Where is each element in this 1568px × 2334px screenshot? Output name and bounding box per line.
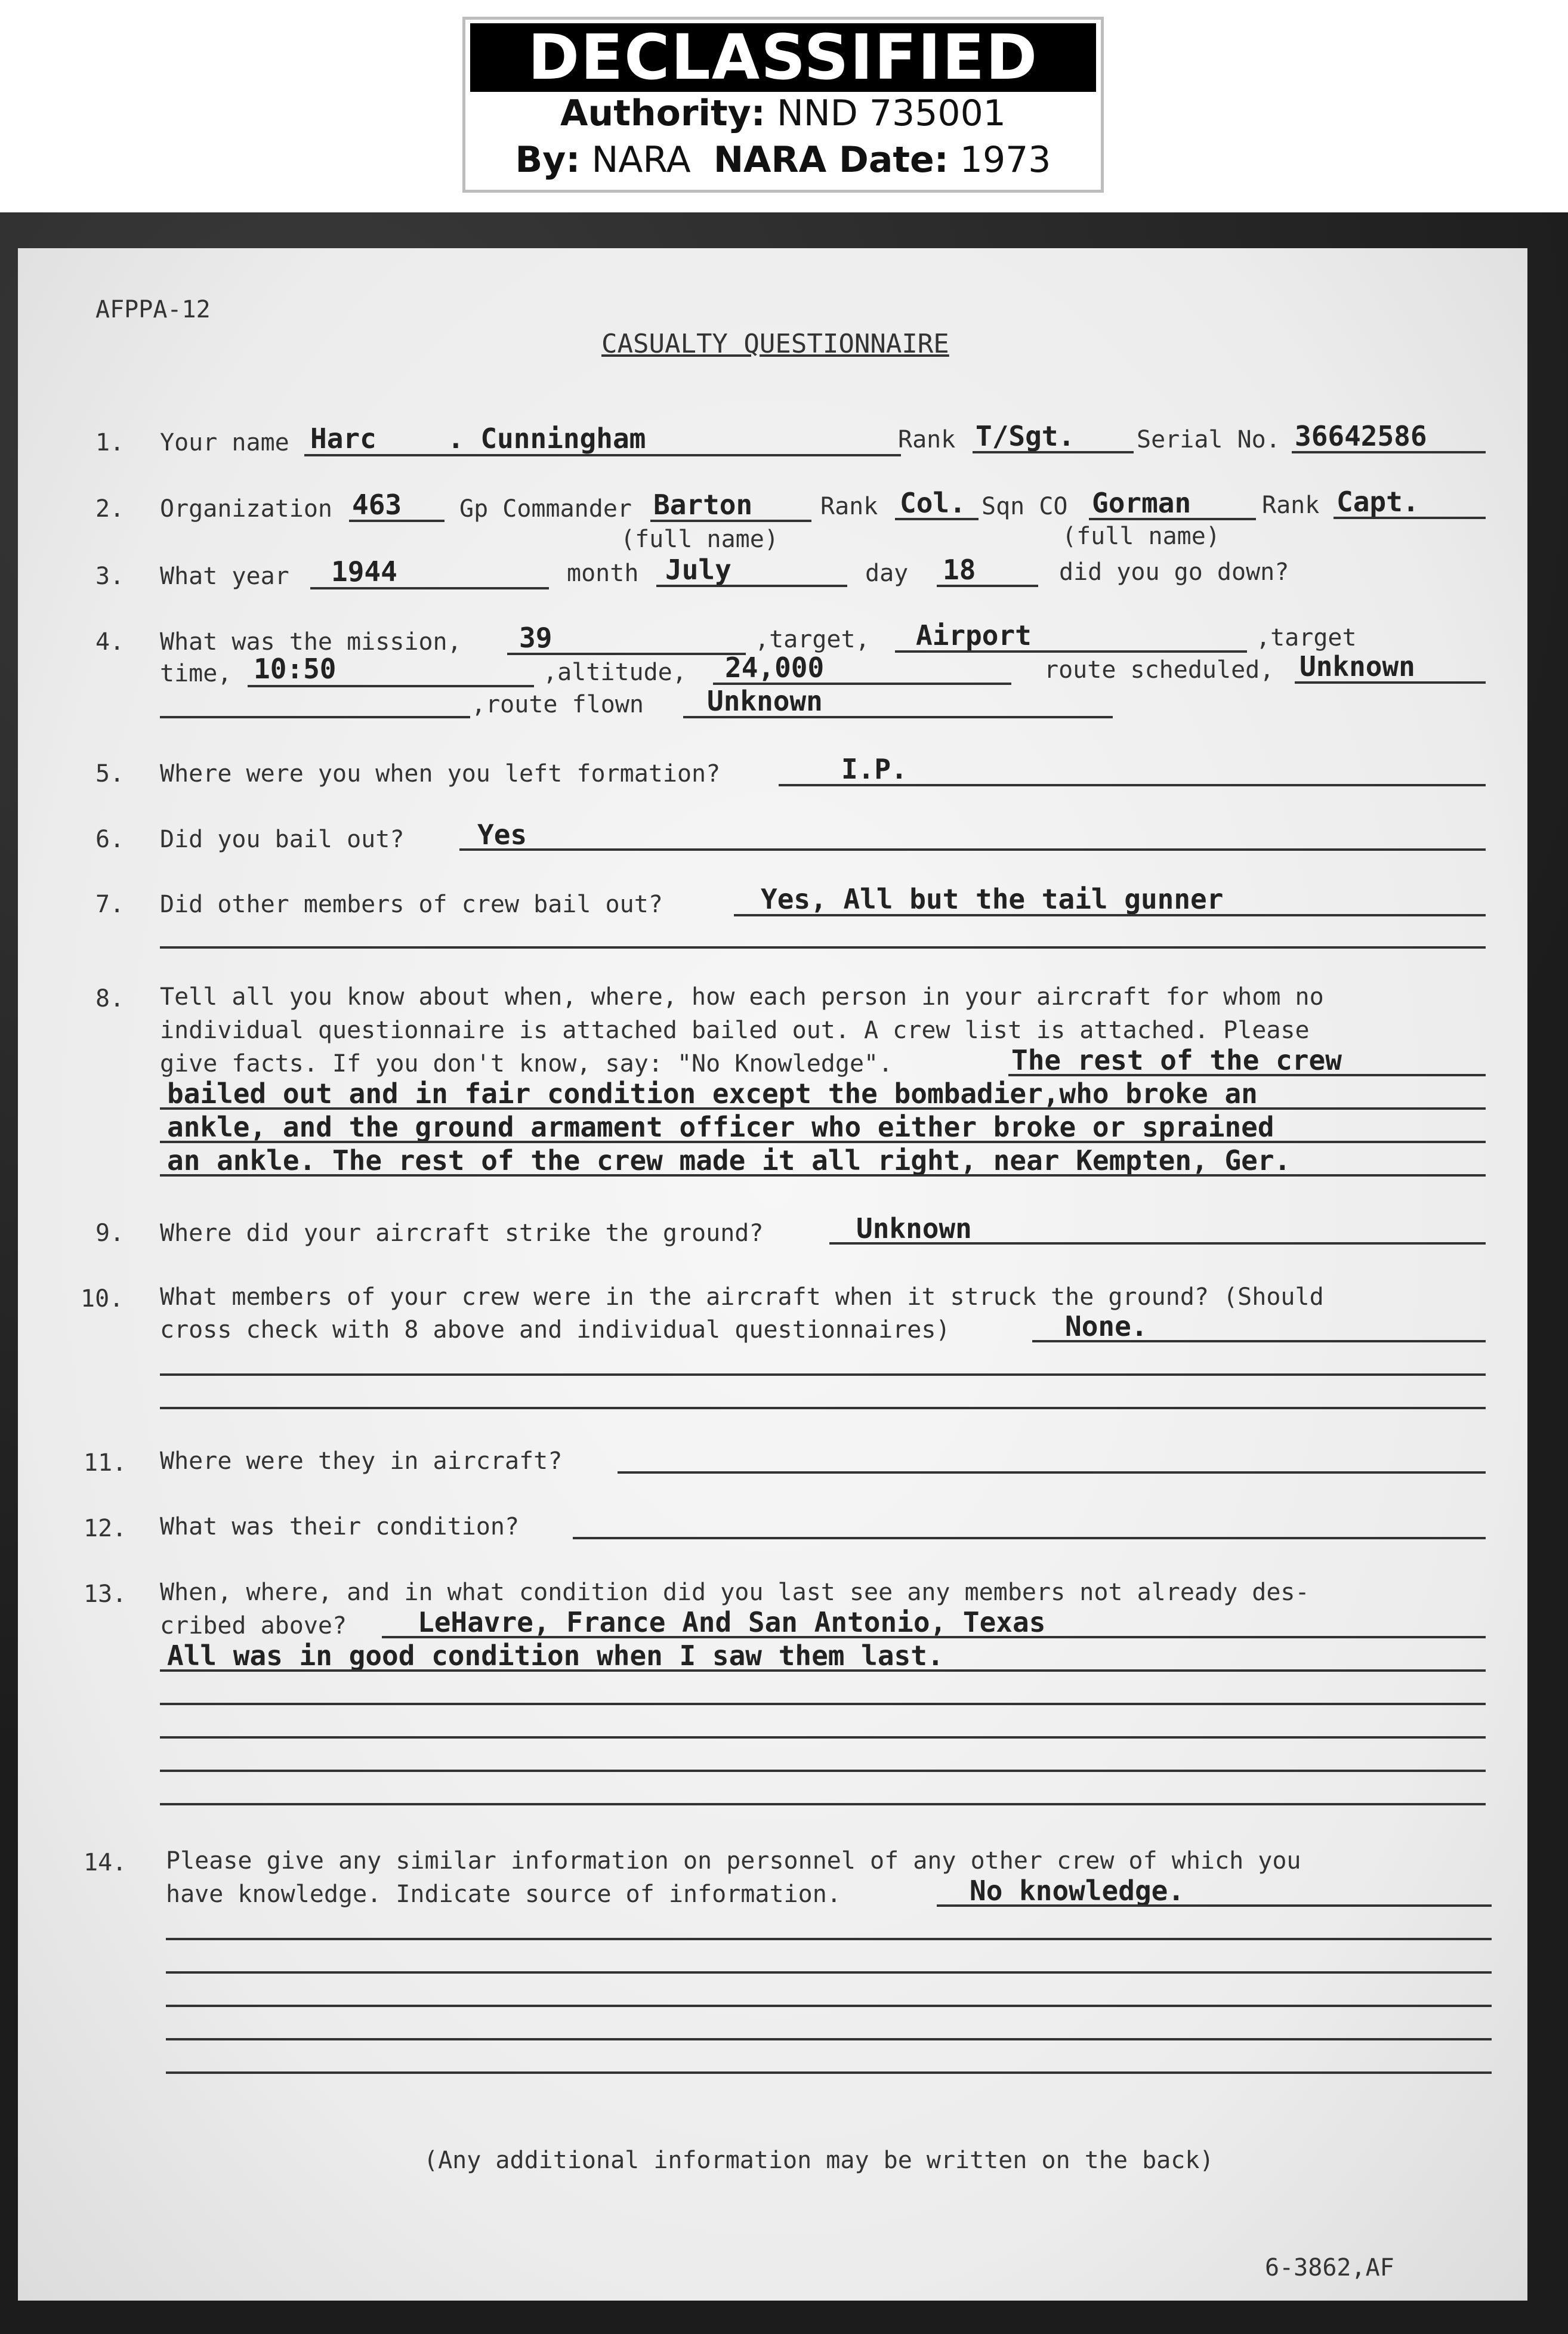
q14-answer-line — [937, 1904, 1492, 1907]
q4-route-flown-line — [683, 716, 1113, 718]
q6-number: 6. — [95, 826, 125, 853]
q13-answer-line2: All was in good condition when I saw them last. — [167, 1640, 944, 1672]
q10-answer: None. — [1065, 1310, 1148, 1342]
q8-number: 8. — [95, 985, 125, 1012]
q10-text-line2: cross check with 8 above and individual questionnaires) — [160, 1316, 950, 1344]
q1-rank-label: Rank — [898, 426, 956, 453]
q4-route-sched-label: route scheduled, — [1044, 656, 1274, 684]
stamp-date-value: 1973 — [959, 139, 1051, 181]
q2-gp-cmdr: Barton — [653, 489, 753, 521]
q2-gp-rank-line — [895, 518, 979, 520]
q4-route-flown: Unknown — [707, 685, 823, 717]
q2-gp-cmdr-label: Gp Commander — [459, 495, 632, 523]
q5-answer: I.P. — [841, 753, 908, 785]
q8-answer-line1: The rest of the crew — [1011, 1044, 1342, 1076]
q4-route-flown-label: ,route flown — [471, 691, 644, 718]
q11-label: Where were they in aircraft? — [160, 1447, 563, 1475]
q14-extra-line2 — [166, 1971, 1492, 1974]
q2-org: 463 — [352, 489, 402, 521]
q6-answer-line — [459, 848, 1486, 851]
q2-sqn-rank-line — [1334, 517, 1486, 519]
stamp-authority-value: NND 735001 — [776, 92, 1006, 134]
q13-number: 13. — [84, 1580, 127, 1608]
q1-first-name: Harc — [310, 422, 376, 455]
q4-mission-line — [507, 653, 746, 655]
q1-last-name: . Cunningham — [447, 422, 646, 455]
q7-answer: Yes, All but the tail gunner — [761, 883, 1224, 915]
q2-sqn-co: Gorman — [1092, 487, 1192, 519]
q4-time-line — [248, 685, 534, 687]
q6-answer: Yes — [477, 819, 527, 851]
q2-org-line — [349, 520, 445, 522]
q11-number: 11. — [84, 1449, 127, 1477]
form-code: AFPPA-12 — [95, 296, 211, 323]
q2-number: 2. — [95, 495, 125, 523]
q2-full-name-note-2: (full name) — [1062, 523, 1220, 550]
q7-extra-line — [160, 946, 1486, 949]
q2-full-name-note-1: (full name) — [621, 526, 779, 553]
q12-label: What was their condition? — [160, 1513, 520, 1540]
q4-route-sched: Unknown — [1300, 650, 1415, 683]
q9-answer: Unknown — [856, 1212, 972, 1245]
questionnaire-paper — [18, 248, 1527, 2301]
q13-text-line2: cribed above? — [160, 1612, 347, 1640]
q10-extra-line2 — [160, 1407, 1486, 1409]
q1-rank: T/Sgt. — [976, 420, 1075, 452]
q13-rule3 — [160, 1703, 1486, 1705]
q3-year: 1944 — [331, 555, 397, 588]
stamp-title: DECLASSIFIED — [470, 23, 1096, 92]
q13-text-line1: When, where, and in what condition did you last see any members not already des- — [160, 1579, 1310, 1606]
q14-text-line2: have knowledge. Indicate source of information. — [166, 1881, 841, 1908]
q2-sqn-co-line — [1089, 518, 1256, 520]
form-number: 6-3862,AF — [1265, 2254, 1394, 2281]
q3-day: 18 — [943, 554, 976, 586]
declassified-stamp — [462, 17, 1104, 193]
q3-year-label: What year — [160, 563, 289, 590]
form-title: CASUALTY QUESTIONNAIRE — [601, 329, 949, 359]
q3-month-label: month — [567, 560, 639, 587]
q1-rank-line — [973, 451, 1134, 453]
q4-mission-label: What was the mission, — [160, 628, 462, 656]
q4-route-cont-line — [160, 716, 470, 718]
q14-answer: No knowledge. — [970, 1875, 1185, 1907]
q4-number: 4. — [95, 628, 125, 656]
q14-number: 14. — [84, 1849, 127, 1876]
q10-text-line1: What members of your crew were in the aircraft when it struck the ground? (Should — [160, 1283, 1324, 1311]
q13-rule6 — [160, 1803, 1486, 1805]
stamp-authority-label: Authority: — [560, 92, 766, 134]
q2-rank2-label: Rank — [1262, 492, 1320, 519]
q3-day-label: day — [865, 560, 909, 587]
q13-answer-line1: LeHavre, France And San Antonio, Texas — [418, 1606, 1046, 1638]
q8-answer-line3: ankle, and the ground armament officer who either broke or sprained — [167, 1111, 1274, 1143]
q9-answer-line — [829, 1242, 1486, 1245]
q10-answer-line — [1032, 1340, 1486, 1342]
q5-number: 5. — [95, 760, 125, 788]
q8-rule4 — [160, 1174, 1486, 1177]
q10-number: 10. — [81, 1285, 124, 1313]
q5-label: Where were you when you left formation? — [160, 760, 721, 788]
stamp-by-value: NARA — [591, 139, 691, 181]
q3-day-line — [937, 585, 1038, 587]
q8-text-line2: individual questionnaire is attached bailed out. A crew list is attached. Please — [160, 1017, 1310, 1044]
q3-year-line — [310, 587, 549, 589]
q10-extra-line1 — [160, 1373, 1486, 1376]
q8-rule3 — [160, 1141, 1486, 1143]
q9-label: Where did your aircraft strike the ground? — [160, 1220, 764, 1247]
q1-number: 1. — [95, 429, 125, 456]
q1-name-label: Your name — [160, 429, 289, 456]
q5-answer-line — [779, 784, 1486, 786]
q12-answer-line — [573, 1537, 1486, 1539]
q14-extra-line3 — [166, 2005, 1492, 2007]
q3-number: 3. — [95, 563, 125, 590]
q14-extra-line1 — [166, 1938, 1492, 1940]
stamp-by-line — [465, 139, 1101, 181]
q13-rule2 — [160, 1669, 1486, 1672]
q7-number: 7. — [95, 891, 125, 918]
q1-name-line — [304, 454, 901, 456]
q14-extra-line5 — [166, 2071, 1492, 2074]
scanned-document — [0, 212, 1568, 2334]
q7-answer-line — [734, 914, 1486, 916]
q1-serial-line — [1292, 451, 1486, 453]
q8-rule1 — [1008, 1074, 1486, 1076]
q8-rule2 — [160, 1107, 1486, 1110]
q9-number: 9. — [95, 1220, 125, 1247]
q2-sqn-rank: Capt. — [1336, 486, 1419, 518]
q3-month-line — [656, 585, 847, 587]
stamp-date-label: NARA Date: — [713, 139, 949, 181]
q2-rank-label: Rank — [820, 493, 878, 520]
q8-text-line1: Tell all you know about when, where, how each person in your aircraft for whom no — [160, 983, 1324, 1011]
q14-extra-line4 — [166, 2038, 1492, 2040]
q13-rule5 — [160, 1770, 1486, 1772]
q8-text-line3: give facts. If you don't know, say: "No Knowledge". — [160, 1050, 893, 1078]
q8-answer-line4: an ankle. The rest of the crew made it all right, near Kempten, Ger. — [167, 1144, 1291, 1177]
footer-note: (Any additional information may be written on the back) — [424, 2147, 1214, 2174]
stamp-by-label: By: — [515, 139, 581, 181]
q4-time-label: time, — [160, 660, 232, 687]
q11-answer-line — [618, 1471, 1486, 1474]
q8-answer-line2: bailed out and in fair condition except the bombadier,who broke an — [167, 1078, 1258, 1110]
stamp-authority-line — [465, 92, 1101, 134]
q4-time: 10:50 — [254, 653, 337, 685]
q4-mission: 39 — [519, 622, 552, 654]
q3-end-text: did you go down? — [1059, 558, 1289, 586]
q3-month: July — [665, 554, 731, 586]
q1-serial: 36642586 — [1295, 420, 1427, 452]
q4-target-label: ,target, — [755, 626, 870, 653]
q13-rule1 — [382, 1636, 1486, 1638]
q4-altitude-label: ,altitude, — [543, 659, 687, 686]
q13-rule4 — [160, 1736, 1486, 1739]
q2-org-label: Organization — [160, 495, 332, 523]
q4-target-time-label: ,target — [1256, 624, 1357, 652]
q14-text-line1: Please give any similar information on personnel of any other crew of which you — [166, 1847, 1301, 1875]
q2-gp-rank: Col. — [900, 487, 966, 519]
q6-label: Did you bail out? — [160, 826, 405, 853]
q4-altitude: 24,000 — [725, 652, 825, 684]
q12-number: 12. — [84, 1515, 127, 1542]
q1-serial-label: Serial No. — [1137, 426, 1280, 453]
q4-target-line — [895, 650, 1247, 653]
q2-sqn-label: Sqn CO — [981, 493, 1068, 520]
q2-gp-cmdr-line — [650, 520, 811, 522]
q4-route-sched-line — [1295, 681, 1486, 684]
q4-target: Airport — [916, 619, 1032, 652]
q7-label: Did other members of crew bail out? — [160, 891, 663, 918]
